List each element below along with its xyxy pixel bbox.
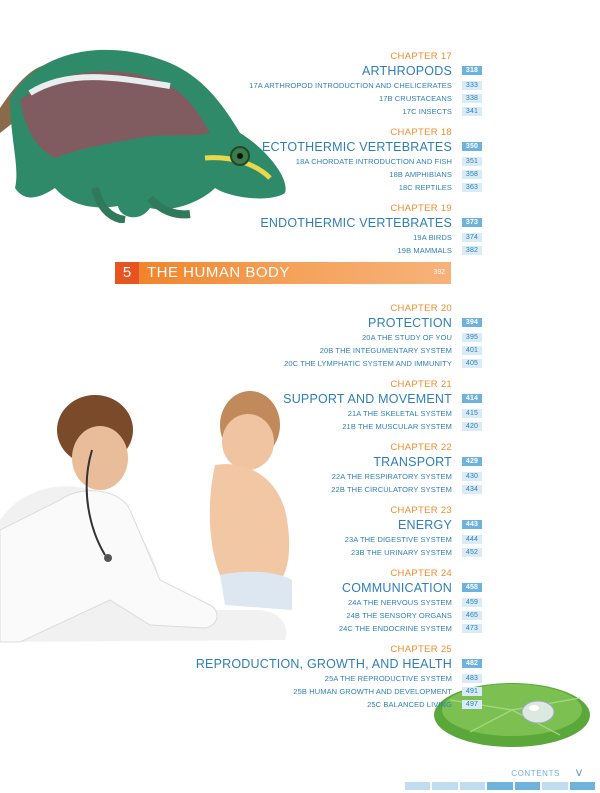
section-entry[interactable]: [152, 155, 479, 168]
page-number: 444: [462, 535, 482, 544]
section-entry[interactable]: [152, 181, 479, 194]
chapter-24: [152, 567, 479, 635]
section-name: CHORDATE INTRODUCTION AND FISH: [311, 157, 452, 166]
section-entry[interactable]: [152, 470, 479, 483]
section-name: BIRDS: [428, 233, 452, 242]
section-code: 19A: [413, 233, 427, 242]
section-entry[interactable]: [152, 168, 479, 181]
section-name: THE DIGESTIVE SYSTEM: [359, 535, 452, 544]
page-number: 452: [462, 548, 482, 557]
page-number: 363: [462, 183, 482, 192]
section-entry[interactable]: [152, 420, 479, 433]
page-number: 351: [462, 157, 482, 166]
chapter-title[interactable]: SUPPORT AND MOVEMENT: [283, 392, 452, 406]
page-number: 338: [462, 94, 482, 103]
section-code: 21A: [347, 409, 361, 418]
page-number: 333: [462, 81, 482, 90]
section-name: THE NERVOUS SYSTEM: [363, 598, 452, 607]
chapter-title[interactable]: PROTECTION: [368, 316, 452, 330]
section-code: 18C: [398, 183, 413, 192]
toc-block-b: [152, 302, 479, 711]
page-number-badge: 350: [462, 142, 482, 151]
section-name: REPTILES: [414, 183, 452, 192]
unit-page-number: 392: [433, 269, 445, 276]
section-entry[interactable]: [152, 92, 479, 105]
chapter-17: [152, 50, 479, 118]
section-name: INSECTS: [418, 107, 452, 116]
section-entry[interactable]: [152, 546, 479, 559]
section-code: 20A: [362, 333, 376, 342]
section-code: 18A: [295, 157, 310, 166]
page-number: 434: [462, 485, 482, 494]
chapter-label: CHAPTER 17: [390, 51, 452, 62]
section-name: BALANCED LIVING: [383, 700, 452, 709]
page-number: 382: [462, 246, 482, 255]
chapter-18: [152, 126, 479, 194]
chapter-title[interactable]: REPRODUCTION, GROWTH, AND HEALTH: [195, 657, 452, 671]
section-entry[interactable]: [152, 105, 479, 118]
chapter-label: CHAPTER 19: [390, 203, 452, 214]
section-name: THE CIRCULATORY SYSTEM: [347, 485, 452, 494]
chapter-title[interactable]: ARTHROPODS: [362, 64, 452, 78]
section-entry[interactable]: [152, 344, 479, 357]
page-number: 401: [462, 346, 482, 355]
section-entry[interactable]: [152, 244, 479, 257]
page-number: 497: [462, 700, 482, 709]
page-number: 358: [462, 170, 482, 179]
chapter-19: [152, 202, 479, 257]
chapter-label: CHAPTER 20: [390, 303, 452, 314]
section-entry[interactable]: [152, 672, 479, 685]
page-number-badge: 458: [462, 583, 482, 592]
chapter-label: CHAPTER 24: [390, 568, 452, 579]
chapter-label: CHAPTER 23: [390, 505, 452, 516]
section-entry[interactable]: [152, 533, 479, 546]
section-code: 23B: [350, 548, 365, 557]
unit-banner[interactable]: [115, 262, 451, 284]
section-entry[interactable]: [152, 357, 479, 370]
unit-title: THE HUMAN BODY: [147, 264, 290, 281]
section-code: 25C: [367, 700, 382, 709]
section-code: 18B: [389, 170, 403, 179]
section-name: HUMAN GROWTH AND DEVELOPMENT: [309, 687, 452, 696]
chapter-title[interactable]: TRANSPORT: [373, 455, 452, 469]
page-number: 420: [462, 422, 482, 431]
chapter-21: [152, 378, 479, 433]
page-number: 395: [462, 333, 482, 342]
page-number: 405: [462, 359, 482, 368]
section-code: 17B: [378, 94, 393, 103]
footer-contents-label: CONTENTS: [511, 769, 560, 778]
section-entry[interactable]: [152, 79, 479, 92]
chapter-title[interactable]: ENERGY: [398, 518, 452, 532]
chapter-label: CHAPTER 22: [390, 442, 452, 453]
section-name: THE REPRODUCTIVE SYSTEM: [340, 674, 452, 683]
section-code: 20B: [319, 346, 334, 355]
chapter-title[interactable]: ENDOTHERMIC VERTEBRATES: [260, 216, 452, 230]
chapter-label: CHAPTER 18: [390, 127, 452, 138]
footer-page-number: V: [575, 768, 582, 778]
unit-number: 5: [115, 262, 139, 284]
page-number: 374: [462, 233, 482, 242]
chapter-22: [152, 441, 479, 496]
page-number-badge: 414: [462, 394, 482, 403]
page-number: 491: [462, 687, 482, 696]
toc-block-a: [152, 50, 479, 257]
section-name: THE URINARY SYSTEM: [366, 548, 452, 557]
page-number-badge: 482: [462, 659, 482, 668]
section-name: THE RESPIRATORY SYSTEM: [346, 472, 452, 481]
chapter-20: [152, 302, 479, 370]
section-entry[interactable]: [152, 231, 479, 244]
section-code: 19B: [397, 246, 412, 255]
section-code: 17C: [402, 107, 417, 116]
section-code: 24B: [346, 611, 361, 620]
section-code: 21B: [342, 422, 356, 431]
section-name: THE ENDOCRINE SYSTEM: [354, 624, 452, 633]
section-name: THE INTEGUMENTARY SYSTEM: [335, 346, 452, 355]
leaf-droplet-image: [430, 660, 595, 755]
section-name: THE LYMPHATIC SYSTEM AND IMMUNITY: [300, 359, 452, 368]
footer-color-bar: [405, 782, 595, 790]
section-code: 25B: [293, 687, 307, 696]
chapter-25: [152, 643, 479, 711]
section-name: MAMMALS: [413, 246, 452, 255]
chapter-label: CHAPTER 25: [390, 644, 452, 655]
section-entry[interactable]: [152, 596, 479, 609]
section-entry[interactable]: [152, 483, 479, 496]
section-entry[interactable]: [152, 609, 479, 622]
section-entry[interactable]: [152, 622, 479, 635]
page-number: 483: [462, 674, 482, 683]
page-number: 465: [462, 611, 482, 620]
section-name: THE STUDY OF YOU: [377, 333, 452, 342]
chapter-23: [152, 504, 479, 559]
page-number: 341: [462, 107, 482, 116]
section-name: THE MUSCULAR SYSTEM: [358, 422, 452, 431]
chapter-label: CHAPTER 21: [390, 379, 452, 390]
section-entry[interactable]: [152, 331, 479, 344]
section-entry[interactable]: [152, 685, 479, 698]
page-number: 430: [462, 472, 482, 481]
chapter-title[interactable]: COMMUNICATION: [342, 581, 452, 595]
section-name: THE SKELETAL SYSTEM: [362, 409, 452, 418]
page-number-badge: 429: [462, 457, 482, 466]
section-code: 22B: [331, 485, 345, 494]
section-code: 17A: [249, 81, 263, 90]
section-name: AMPHIBIANS: [404, 170, 452, 179]
section-name: ARTHROPOD INTRODUCTION AND CHELICERATES: [264, 81, 452, 90]
section-code: 23A: [344, 535, 358, 544]
page-number-badge: 318: [462, 66, 482, 75]
page-number-badge: 443: [462, 520, 482, 529]
chapter-title[interactable]: ECTOTHERMIC VERTEBRATES: [261, 140, 452, 154]
section-code: 22A: [331, 472, 345, 481]
page-number: 473: [462, 624, 482, 633]
page-number-badge: 394: [462, 318, 482, 327]
section-entry[interactable]: [152, 698, 479, 711]
section-name: THE SENSORY ORGANS: [362, 611, 452, 620]
page-number-badge: 373: [462, 218, 482, 227]
section-code: 24C: [338, 624, 353, 633]
page-number: 415: [462, 409, 482, 418]
section-code: 20C: [284, 359, 299, 368]
page-number: 459: [462, 598, 482, 607]
section-name: CRUSTACEANS: [394, 94, 452, 103]
section-entry[interactable]: [152, 407, 479, 420]
section-code: 24A: [347, 598, 362, 607]
section-code: 25A: [324, 674, 339, 683]
